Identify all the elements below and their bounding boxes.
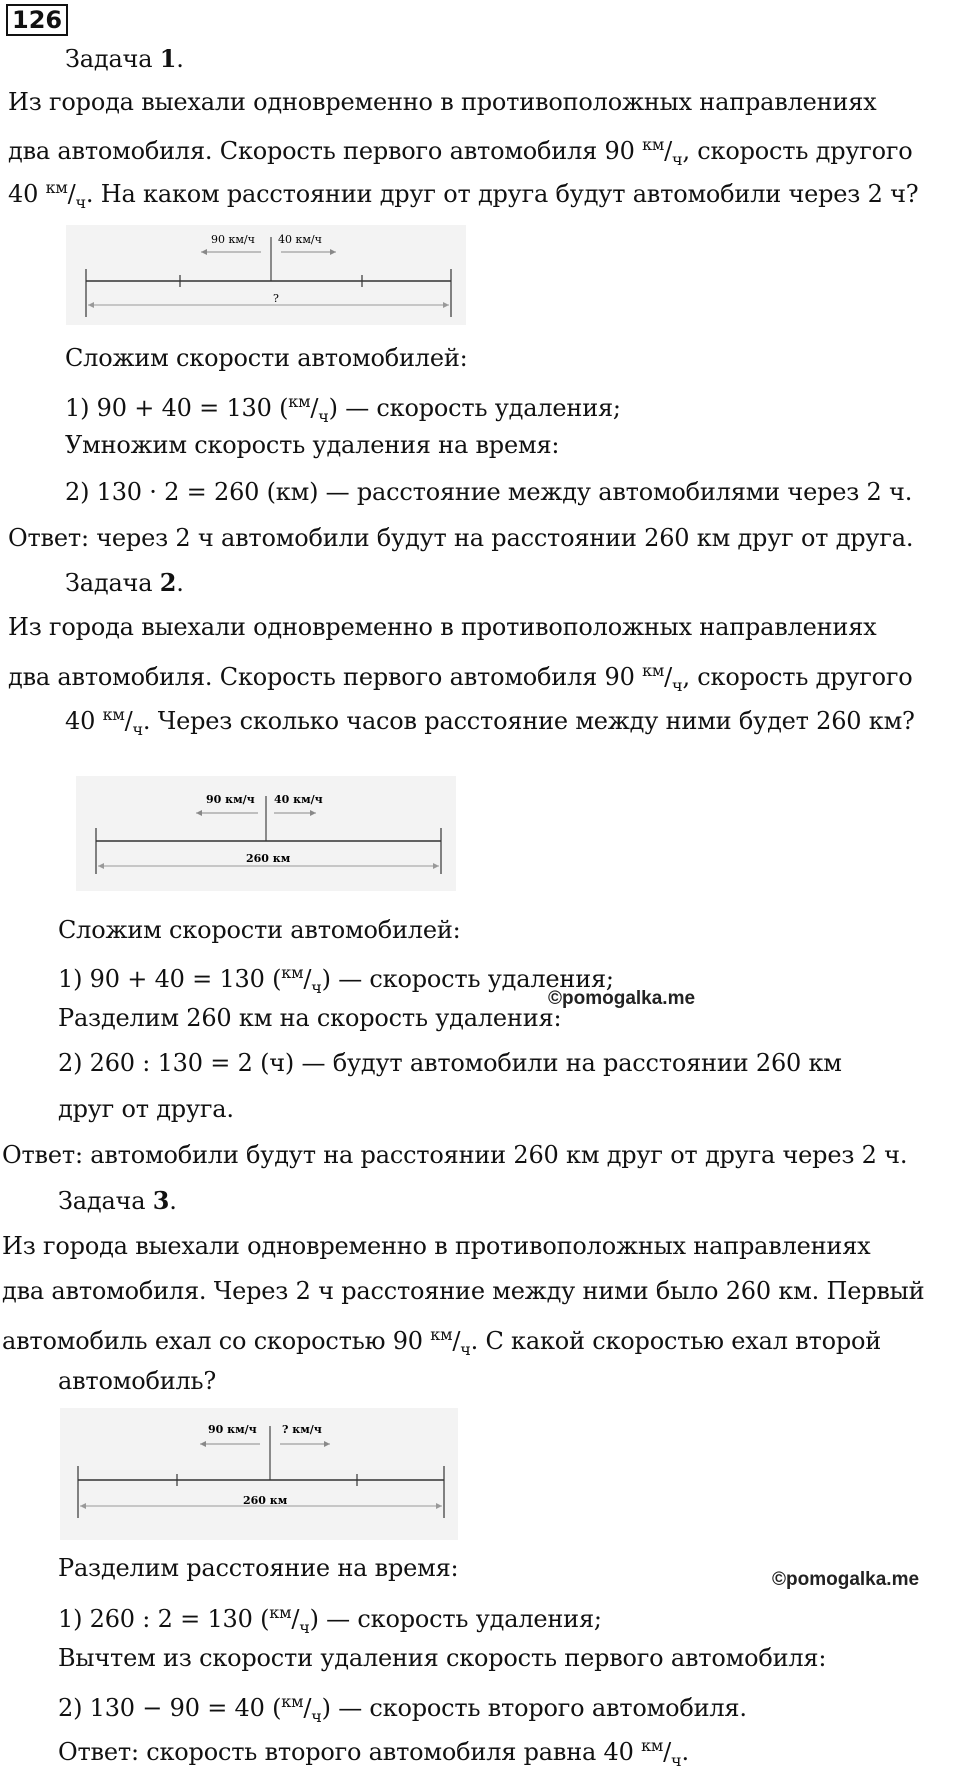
task2-answer: Ответ: автомобили будут на расстоянии 260 км друг от друга через 2 ч. (2, 1141, 908, 1169)
distance-label: 260 км (243, 1494, 288, 1507)
task3-text-line2: два автомобиля. Через 2 ч расстояние между ними было 260 км. Первый (2, 1277, 925, 1305)
task1-text-line1: Из города выехали одновременно в противоположных направлениях (8, 88, 877, 116)
distance-label: 260 км (246, 852, 291, 865)
speed1-label: 90 км/ч (211, 233, 255, 246)
arrowhead-right (324, 1441, 330, 1447)
task3-sol-line3: Вычтем из скорости удаления скорость первого автомобиля: (58, 1644, 827, 1672)
task2-sol-line4: 2) 260 : 130 = 2 (ч) — будут автомобили на расстоянии 260 км (58, 1049, 842, 1077)
task2-text-line1: Из города выехали одновременно в противоположных направлениях (8, 613, 877, 641)
task1-title: Задача 1. (65, 44, 184, 73)
task3-diagram (60, 1408, 458, 1540)
watermark: ©pomogalka.me (548, 988, 696, 1009)
watermark: ©pomogalka.me (772, 1569, 920, 1590)
task3-sol-line1: Разделим расстояние на время: (58, 1554, 459, 1582)
distance-arrow-left (80, 1503, 86, 1509)
task1-text-line2: два автомобиля. Скорость первого автомобиля 90 $^{км}/_ч$, скорость другого (8, 135, 913, 169)
task1-diagram-svg (66, 225, 466, 325)
task3-answer: Ответ: скорость второго автомобиля равна 40 $^{км}/_ч$. (58, 1736, 689, 1770)
task3-text-line4: автомобиль? (58, 1367, 217, 1395)
arrowhead-left (201, 249, 207, 255)
task3-text-line3: автомобиль ехал со скоростью 90 $^{км}/_ч$. С какой скоростью ехал второй (2, 1325, 882, 1359)
arrowhead-right (330, 249, 336, 255)
task2-sol-line2: 1) 90 + 40 = 130 $(^{км}/_ч)$ — скорость удаления; (58, 963, 614, 997)
distance-arrow-left (88, 302, 94, 308)
speed1-label: 90 км/ч (206, 793, 255, 806)
task2-diagram (76, 776, 456, 891)
task2-text-line3: 40 $^{км}/_ч$. Через сколько часов расстояние между ними будет 260 км? (65, 705, 915, 739)
task2-diagram-svg (76, 776, 456, 891)
distance-arrow-right (443, 302, 449, 308)
distance-arrow-right (433, 863, 439, 869)
speed2-label: 40 км/ч (278, 233, 322, 246)
task2-text-line2: два автомобиля. Скорость первого автомобиля 90 $^{км}/_ч$, скорость другого (8, 661, 913, 695)
task2-sol-line3: Разделим 260 км на скорость удаления: (58, 1004, 562, 1032)
task1-sol-line1: Сложим скорости автомобилей: (65, 344, 468, 372)
arrowhead-left (196, 810, 202, 816)
task3-sol-line4: 2) 130 − 90 = 40 $(^{км}/_ч)$ — скорость второго автомобиля. (58, 1692, 747, 1726)
task-number-box: 126 (6, 4, 68, 36)
task3-title: Задача 3. (58, 1186, 177, 1215)
distance-arrow-right (436, 1503, 442, 1509)
speed1-label: 90 км/ч (208, 1423, 257, 1436)
task1-sol-line4: 2) 130 · 2 = 260 (км) — расстояние между автомобилями через 2 ч. (65, 478, 913, 506)
task1-sol-line3: Умножим скорость удаления на время: (65, 431, 560, 459)
task2-sol-line5: друг от друга. (58, 1095, 234, 1123)
task2-sol-line1: Сложим скорости автомобилей: (58, 916, 461, 944)
arrowhead-right (310, 810, 316, 816)
distance-arrow-left (98, 863, 104, 869)
distance-label: ? (273, 292, 279, 305)
task2-title: Задача 2. (65, 568, 184, 597)
task3-sol-line2: 1) 260 : 2 = 130 $(^{км}/_ч)$ — скорость удаления; (58, 1603, 602, 1637)
task1-text-line3: 40 $^{км}/_ч$. На каком расстоянии друг от друга будут автомобили через 2 ч? (8, 178, 919, 212)
task1-diagram (66, 225, 466, 325)
arrowhead-left (200, 1441, 206, 1447)
task3-text-line1: Из города выехали одновременно в противоположных направлениях (2, 1232, 871, 1260)
task1-sol-line2: 1) 90 + 40 = 130 $(^{км}/_ч)$ — скорость удаления; (65, 392, 621, 426)
task1-answer: Ответ: через 2 ч автомобили будут на расстоянии 260 км друг от друга. (8, 524, 914, 552)
speed2-label: 40 км/ч (274, 793, 323, 806)
speed2-label: ? км/ч (282, 1423, 322, 1436)
task3-diagram-svg (60, 1408, 458, 1540)
